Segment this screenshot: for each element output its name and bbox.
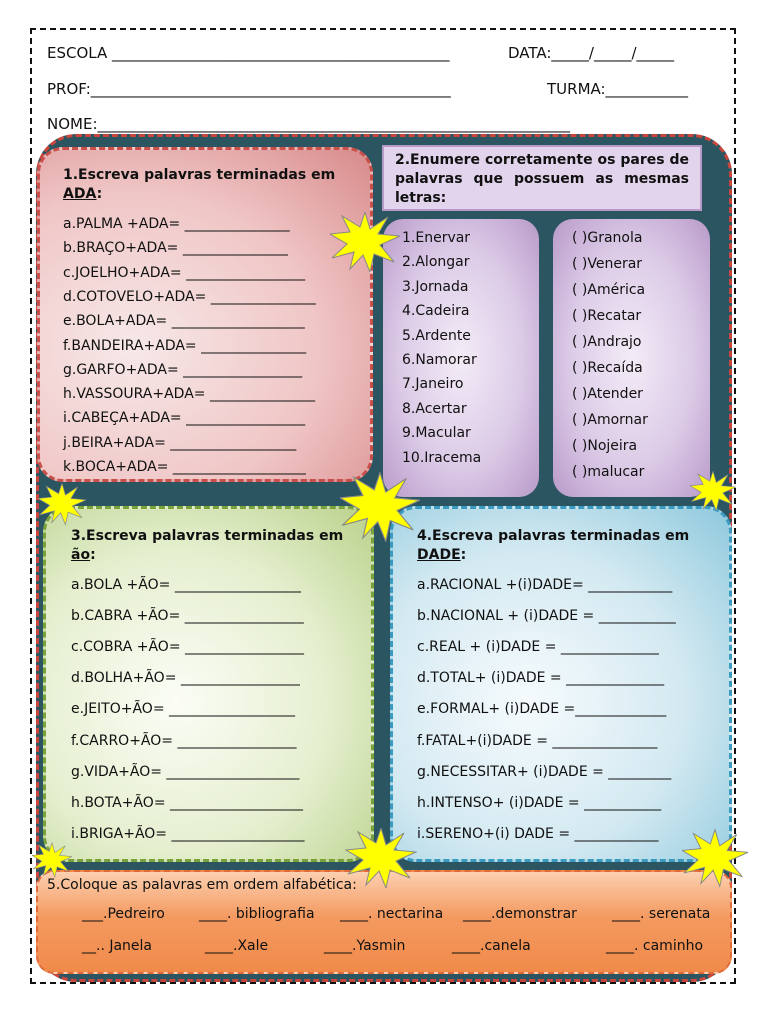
exercise-item[interactable]: e.JEITO+ÃO= __________________ (71, 701, 295, 718)
pair-item[interactable]: ( )Atender (572, 386, 643, 402)
pair-item[interactable]: ( )Venerar (572, 256, 643, 272)
question-1-title: 1.Escreva palavras terminadas em ADA: (63, 167, 336, 202)
star-icon (340, 472, 420, 542)
name-field[interactable]: NOME:_______________________________________________________________ (47, 115, 571, 133)
school-field[interactable]: ESCOLA _____________________________________________ (47, 44, 450, 62)
question-2-title: 2.Enumere corretamente os pares de palavras que possuem as mesmas letras: (395, 152, 689, 206)
exercise-item[interactable]: b.NACIONAL + (i)DADE = ___________ (417, 608, 676, 625)
pair-item[interactable]: ( )Recatar (572, 308, 642, 324)
exercise-item[interactable]: a.PALMA +ADA= _______________ (63, 216, 290, 232)
star-icon (345, 828, 417, 888)
ordering-item[interactable]: ____. caminho (606, 938, 704, 954)
exercise-item[interactable]: a.RACIONAL +(i)DADE= ____________ (417, 577, 673, 593)
exercise-item[interactable]: g.VIDA+ÃO= ___________________ (71, 763, 300, 780)
ordering-item[interactable]: ____.demonstrar (463, 906, 577, 922)
word-item: 7.Janeiro (402, 376, 464, 393)
exercise-item[interactable]: i.BRIGA+ÃO= ___________________ (71, 825, 305, 842)
pair-item[interactable]: ( )Nojeira (572, 438, 638, 454)
exercise-item[interactable]: c.COBRA +ÃO= _________________ (71, 639, 304, 656)
word-item: 3.Jornada (402, 278, 469, 295)
teacher-field[interactable]: PROF:________________________________________________ (47, 80, 451, 98)
exercise-item[interactable]: h.VASSOURA+ADA= _______________ (63, 386, 315, 403)
exercise-item[interactable]: k.BOCA+ADA= ___________________ (63, 459, 306, 475)
exercise-item[interactable]: g.GARFO+ADA= _________________ (63, 361, 303, 378)
pair-item[interactable]: ( )Recaída (572, 360, 643, 376)
word-item: 8.Acertar (402, 400, 467, 417)
star-icon (682, 828, 748, 888)
word-item: 4.Cadeira (402, 303, 470, 320)
exercise-item[interactable]: i.CABEÇA+ADA= _________________ (63, 410, 306, 427)
exercise-item[interactable]: j.BEIRA+ADA= __________________ (63, 434, 297, 451)
exercise-item[interactable]: c.JOELHO+ADA= _________________ (63, 264, 306, 281)
star-icon (690, 466, 736, 516)
pair-item[interactable]: ( )Andrajo (572, 334, 642, 350)
ordering-item[interactable]: ____.Xale (205, 938, 269, 954)
word-item: 10.Iracema (402, 449, 482, 466)
class-field[interactable]: TURMA:___________ (547, 80, 689, 98)
star-icon (330, 212, 400, 272)
exercise-item[interactable]: f.FATAL+(i)DADE = _______________ (417, 732, 658, 749)
ordering-item[interactable]: ____. nectarina (340, 906, 444, 922)
exercise-item[interactable]: f.BANDEIRA+ADA= _______________ (63, 337, 307, 354)
star-icon (38, 480, 86, 528)
pair-item[interactable]: ( )Granola (572, 230, 643, 246)
word-item: 6.Namorar (402, 352, 477, 368)
exercise-item[interactable]: e.BOLA+ADA= ___________________ (63, 313, 305, 330)
word-item: 1.Enervar (402, 230, 471, 246)
exercise-item[interactable]: a.BOLA +ÃO= __________________ (71, 577, 301, 593)
exercise-item[interactable]: d.TOTAL+ (i)DADE = ______________ (417, 670, 665, 687)
ordering-item[interactable]: ___.Pedreiro (82, 906, 165, 922)
exercise-item[interactable]: d.COTOVELO+ADA= _______________ (63, 288, 316, 305)
exercise-item[interactable]: c.REAL + (i)DADE = ______________ (417, 639, 659, 656)
ordering-item[interactable]: ____.canela (452, 938, 531, 954)
pair-item[interactable]: ( )América (572, 282, 646, 298)
ordering-item[interactable]: ____. serenata (612, 906, 711, 922)
exercise-item[interactable]: e.FORMAL+ (i)DADE =_____________ (417, 701, 667, 718)
exercise-item[interactable]: h.BOTA+ÃO= ___________________ (71, 794, 304, 811)
word-item: 2.Alongar (402, 254, 470, 271)
exercise-item[interactable]: h.INTENSO+ (i)DADE = ___________ (417, 794, 662, 811)
exercise-item[interactable]: f.CARRO+ÃO= _________________ (71, 732, 297, 749)
question-5-title: 5.Coloque as palavras em ordem alfabética: (47, 877, 357, 893)
ordering-item[interactable]: ____.Yasmin (324, 938, 406, 954)
exercise-item[interactable]: g.NECESSITAR+ (i)DADE = _________ (417, 763, 672, 780)
exercise-item[interactable]: d.BOLHA+ÃO= _________________ (71, 670, 300, 687)
pair-item[interactable]: ( )malucar (572, 464, 645, 480)
word-item: 9.Macular (402, 425, 471, 442)
date-field[interactable]: DATA:_____/_____/_____ (508, 44, 675, 62)
exercise-item[interactable]: b.CABRA +ÃO= _________________ (71, 608, 304, 625)
question-3-title: 3.Escreva palavras terminadas em ão: (71, 528, 344, 563)
star-icon (32, 842, 72, 878)
pair-item[interactable]: ( )Amornar (572, 412, 648, 428)
ordering-item[interactable]: __.. Janela (82, 938, 153, 954)
exercise-item[interactable]: b.BRAÇO+ADA= _______________ (63, 240, 288, 257)
ordering-item[interactable]: ____. bibliografia (199, 906, 315, 922)
exercise-item[interactable]: i.SERENO+(i) DADE = ____________ (417, 825, 659, 842)
word-item: 5.Ardente (402, 327, 471, 344)
question-4-title: 4.Escreva palavras terminadas em DADE: (417, 528, 690, 563)
